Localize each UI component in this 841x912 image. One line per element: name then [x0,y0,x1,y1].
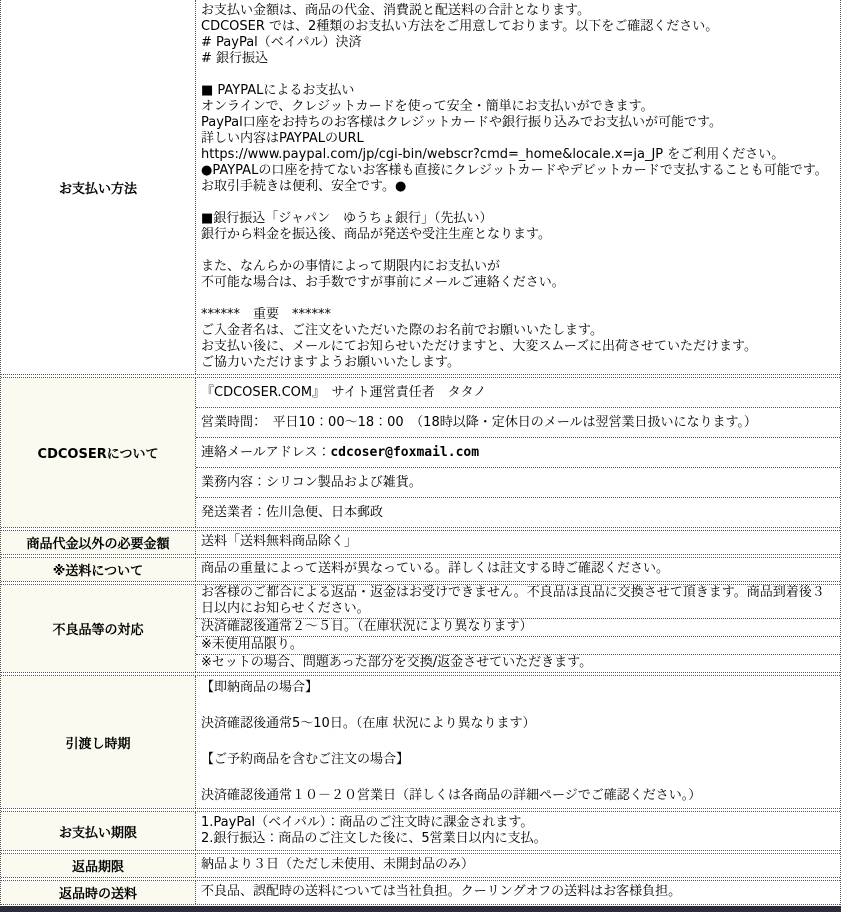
text-line: オンラインで、クレジットカードを使って安全・簡単にお支払いができます。 [201,99,654,114]
text-line: PayPal口座をお持ちのお客様はクレジットカードや銀行振り込みでお支払いが可能です。 [201,115,722,130]
set-exchange-row: ※セットの場合、問題あった部分を交換/返金させていただきます。 [196,654,840,672]
section-about-cdcoser [1,377,840,528]
section-shipping-note [1,557,840,582]
shipping-carrier-row: 発送業者：佐川急便、日本郵政 [196,497,840,527]
text-line: ご入金者名は、ご注文をいただいた際のお名前でお願いいたします。 [201,323,603,338]
business-hours-row: 営業時間： 平日10：00～18：00 （18時以降・定休日のメールは翌営業日扱いになります。） [196,407,840,437]
section-defective-items [1,584,840,673]
shipping-fee-row: 送料「送料無料商品除く」 [201,534,358,549]
unused-only-row: ※未使用品限り。 [196,636,840,654]
row-header-defective-items: 不良品等の対応 [1,585,196,672]
section-return-deadline [1,853,840,878]
text-line: 不可能な場合は、お手数ですが事前にメールご連絡ください。 [201,275,565,290]
blank-line [201,243,835,259]
bottom-divider-bar [0,906,841,912]
blank-line [201,769,835,787]
contact-email-label: 連絡メールアドレス： [201,444,331,460]
section-extra-fees [1,530,840,555]
row-header-about-cdcoser: CDCOSERについて [1,378,196,527]
about-cdcoser-content [196,378,840,527]
text-line: 決済確認後通常5～10日。（在庫 状況により異なります） [201,716,536,731]
defective-items-content [196,585,840,672]
exchange-time-row: 決済確認後通常２～５日。（在庫状況により異なります） [196,618,840,636]
site-operator-row: 『CDCOSER.COM』 サイト運営責任者 タタノ [201,384,487,400]
text-line: # PayPal（ベイパル）決済 [201,35,362,50]
important-marker-text: ****** 重要 ****** [201,307,332,322]
text-line: 【ご予約商品を含むご注文の場合】 [201,752,410,767]
row-header-delivery-time: 引渡し時期 [1,676,196,808]
contact-email-address: cdcoser@foxmail.com [330,444,480,460]
shipping-note-content [196,558,840,581]
payment-method-content [196,0,840,374]
text-line: お支払い後に、メールにてお知らせいただけますと、大変スムーズに出荷させていただけます。 [201,339,758,354]
return-deadline-content [196,854,840,877]
bank-deadline-row: 2.銀行振込：商品のご注文した後に、5営業日以内に支払。 [201,831,547,846]
text-line: CDCOSER では、2種類のお支払い方法をご用意しております。以下をご確認ください。 [201,19,719,34]
text-line: ■銀行振込「ジャパン ゆうちょ銀行」（先払い） [201,211,493,226]
blank-line [201,291,835,307]
return-policy-row: お客様のご都合による返品・返金はお受けできません。不良品は良品に交換させて頂きます。商品到着後３日以内にお知らせください。 [201,585,825,616]
paypal-deadline-row: 1.PayPal（ベイパル）：商品のご注文時に課金されます。 [201,815,534,830]
shipping-note-row: 商品の重量によって送料が異なっている。詳しくは註文する時ご確認ください。 [201,561,670,576]
section-payment-deadline [1,811,840,851]
text-line: 決済確認後通常１０－２０営業日（詳しくは各商品の詳細ページでご確認ください。） [201,788,702,803]
section-delivery-time [1,675,840,809]
paypal-url-text: https://www.paypal.com/jp/cgi-bin/webscr?cmd=_home&locale.x=ja_JP をご利用ください。 [201,147,785,162]
section-return-shipping [1,880,840,905]
text-line: ■ PAYPALによるお支払い [201,83,355,98]
text-line: 【即納商品の場合】 [201,680,319,695]
text-line: 詳しい内容はPAYPALのURL [201,131,364,146]
blank-line [201,733,835,751]
delivery-time-content [196,676,840,808]
row-header-shipping-note: ※送料について [1,558,196,581]
return-shipping-content [196,881,840,904]
text-line: お取引手続きは便利、安全です。● [201,179,407,194]
text-line: また、なんらかの事情によって期限内にお支払いが [201,259,501,274]
row-header-extra-fees: 商品代金以外の必要金額 [1,531,196,554]
blank-line [201,697,835,715]
text-line: ●PAYPALの口座を持てないお客様も直接にクレジットカードやデビットカードで支払することも可能です。 [201,163,828,178]
row-header-payment-deadline: お支払い期限 [1,812,196,850]
blank-line [201,195,835,211]
payment-deadline-content [196,812,840,850]
extra-fees-content [196,531,840,554]
text-line: ご協力いただけますようお願いいたします。 [201,355,460,370]
section-payment-method [1,0,840,375]
text-line: お支払い金額は、商品の代金、消費説と配送料の合計となります。 [201,3,590,18]
contact-email-row [196,437,840,467]
blank-line [201,67,835,83]
text-line: 銀行から料金を振込後、商品が発送や受注生産となります。 [201,227,551,242]
text-line: # 銀行振込 [201,51,269,66]
return-shipping-row: 不良品、誤配時の送料については当社負担。クーリングオフの送料はお客様負担。 [201,884,682,899]
row-header-payment-method: お支払い方法 [1,0,196,374]
return-deadline-row: 納品より３日（ただし未使用、未開封品のみ） [201,857,475,872]
row-header-return-shipping: 返品時の送料 [1,881,196,904]
business-description-row: 業務内容：シリコン製品および雑貨。 [196,467,840,497]
row-header-return-deadline: 返品期限 [1,854,196,877]
